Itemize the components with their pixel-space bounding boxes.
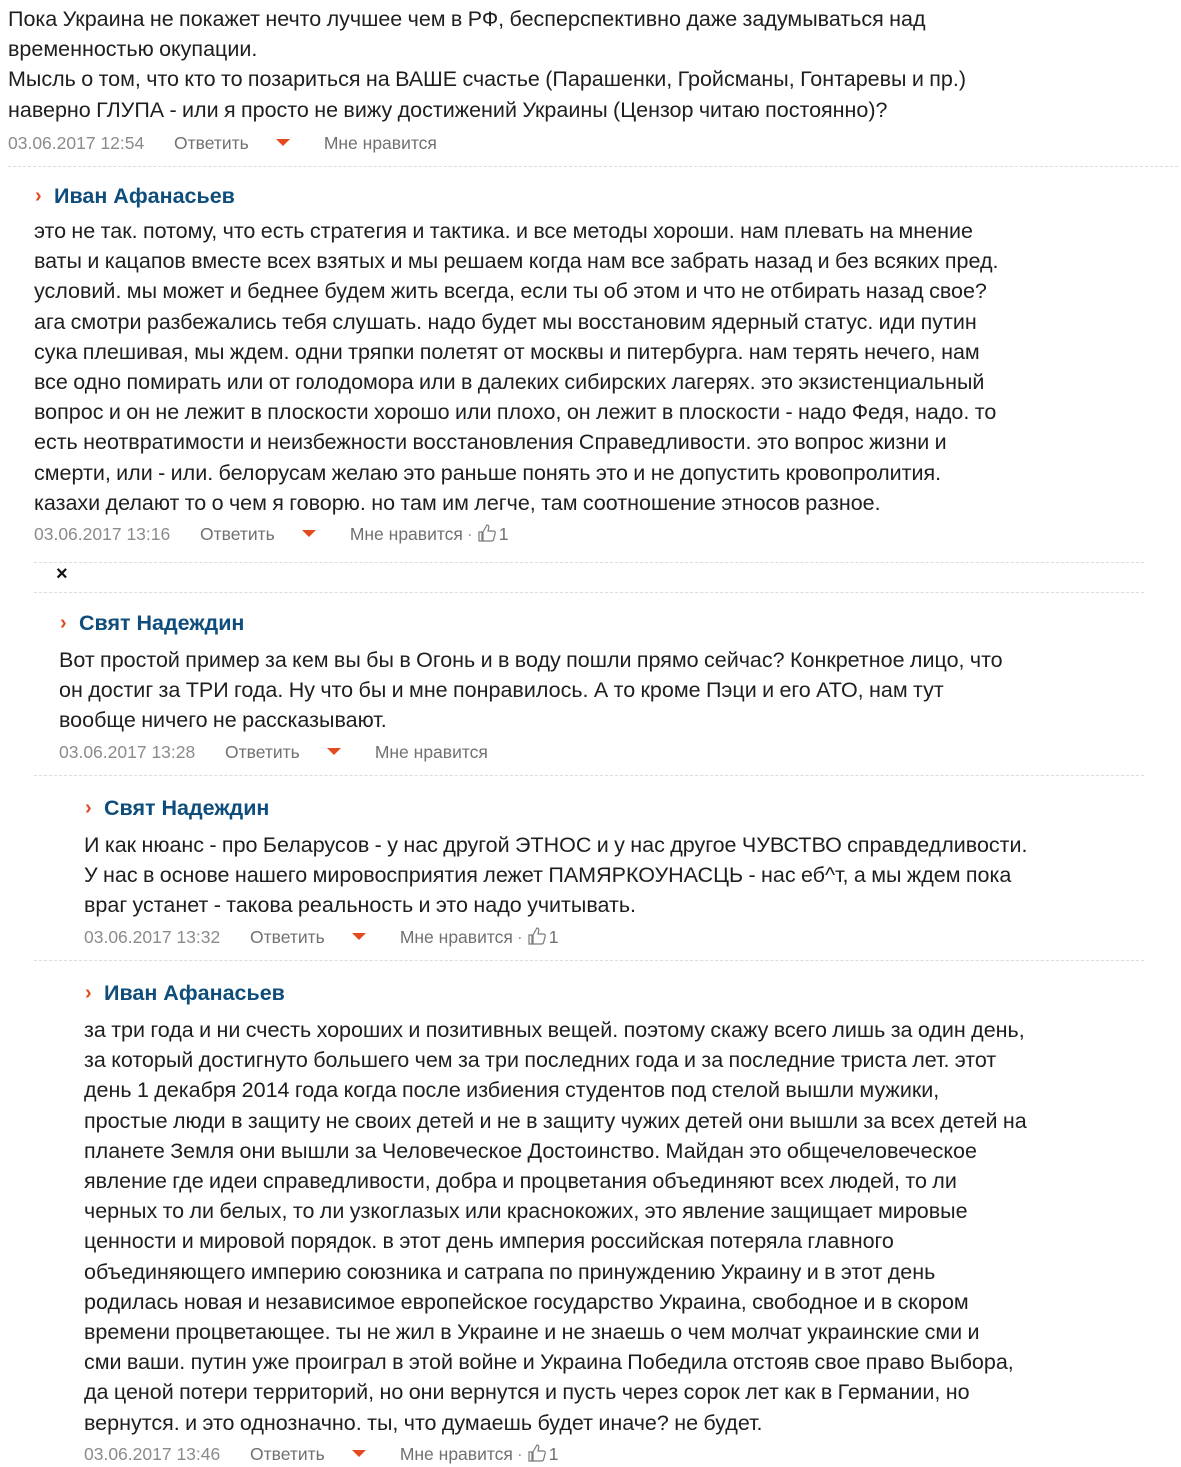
comment-text-line: вернутся. и это однозначно. ты, что думаешь будет иначе? не будет. [84,1410,763,1435]
author-name[interactable]: Свят Надеждин [104,796,270,820]
comment-divider [34,960,1144,961]
comment-text-line: временностью окупации. [8,37,258,62]
comment [84,978,1027,1466]
comment-text-line: И как нюанс - про Беларусов - у нас другой ЭТНОС и у нас другое ЧУВСТВО справдедливости. [84,833,1028,857]
reply-button[interactable]: Ответить [250,1443,325,1464]
comment-date: 03.06.2017 12:54 [8,132,145,153]
comment [34,181,999,546]
like-count: 1 [548,1443,559,1464]
comment [8,4,966,155]
close-icon[interactable]: × [56,563,68,585]
comment-author[interactable] [59,608,1003,638]
caret-down-icon[interactable] [276,139,290,146]
like-button[interactable]: Мне нравится [349,524,463,545]
comment-divider [34,562,1144,563]
comment-text-line: он достиг за ТРИ года. Ну что бы и мне понравилось. А то кроме Пэци и его АТО, нам тут [59,678,944,703]
comment-date: 03.06.2017 13:46 [84,1443,221,1464]
comment-text-line: за три года и ни счесть хороших и позитивных вещей. поэтому скажу всего лишь за один день, [84,1018,1025,1042]
comment-text-line: вообще ничего не рассказывают. [59,708,387,733]
author-name[interactable]: Иван Афанасьев [54,184,235,208]
thumbs-up-icon[interactable] [527,1444,547,1462]
reply-button[interactable]: Ответить [250,926,325,947]
comment-date: 03.06.2017 13:28 [59,741,196,762]
comment-text-line: У нас в основе нашего мировосприятия лежет ПАМЯРКОУНАСЦЬ - нас еб^т, а мы ждем пока [84,863,1012,888]
comment-text-line: все одно помирать или от голодомора или в далеких сибирских лагерях. это экзистенциальный [34,370,985,395]
comment-text-line: родилась новая и независимое европейское государство Украина, свободное и в скором [84,1289,969,1314]
comment-text-line: Вот простой пример за кем вы бы в Огонь и в воду пошли прямо сейчас? Конкретное лицо, что [59,648,1003,672]
comment-text-line: ваты и кацапов вместе всех взятых и мы решаем когда нам все забрать назад и без всяких пред. [34,249,999,274]
comment-text-line: это не так. потому, что есть стратегия и тактика. и все методы хороши. нам плевать на мнение [34,219,973,243]
comment-text-line: ценности и мировой порядок. в этот день империя российская потеряла главного [84,1229,894,1254]
comment-text-line: простые люди в защиту не своих детей и не в защиту чужих детей они вышли за всех детей на [84,1108,1027,1133]
comment-body [84,1015,1027,1438]
comment-meta [34,522,999,546]
comment-text-line: за который достигнуто большего чем за три последних года и за последние триста лет. этот [84,1048,997,1073]
comment-text-line: планете Земля они вышли за Человеческое Достоинство. Майдан это общечеловеческое [84,1138,977,1163]
comment-text-line: объединяющего империю союзника и сатрапа по принуждению Украину и в этот день [84,1259,936,1284]
comment [59,608,1003,764]
comment-body [84,830,1028,921]
like-button[interactable]: Мне нравится [374,741,488,762]
reply-button[interactable]: Ответить [200,524,275,545]
comment-body [34,216,999,518]
caret-down-icon[interactable] [352,1450,366,1457]
separator-dot: · [516,1443,523,1464]
comment-divider [34,592,1144,593]
comment-text-line: враг устанет - такова реальность и это надо учитывать. [84,893,637,918]
like-count: 1 [498,524,509,545]
like-button[interactable]: Мне нравится [323,132,437,153]
separator-dot: · [516,926,523,947]
comment-text-line: сми ваши. путин уже проиграл в этой войне и Украина Победила отстояв свое право Выбора, [84,1350,1014,1375]
comment-text-line: сука плешивая, мы ждем. одни тряпки полетят от москвы и питербурга. нам терять нечего, нам [34,339,980,364]
comment-meta [59,740,1003,764]
chevron-right-icon: › [85,797,92,819]
reply-button[interactable]: Ответить [174,132,249,153]
comment-text-line: день 1 декабря 2014 года когда после избиения студентов под стелой вышли мужики, [84,1078,940,1103]
comment-text-line: казахи делают то о чем я говорю. но там им легче, там соотношение этносов разное. [34,490,881,515]
like-button[interactable]: Мне нравится [399,1443,513,1464]
thumbs-up-icon[interactable] [477,524,497,542]
caret-down-icon[interactable] [302,530,316,537]
comment-meta [8,131,966,155]
chevron-right-icon: › [85,982,92,1004]
reply-button[interactable]: Ответить [225,741,300,762]
comment-text-line: условий. мы может и беднее будем жить всегда, если ты об этом и что не отбирать назад свое? [34,279,987,304]
comment-text-line: времени процветающее. ты не жил в Украине и не знаешь о чем молчат украинские сми и [84,1320,980,1345]
comment-body [59,645,1003,736]
comment-meta [84,925,1028,949]
comment-text-line: Мысль о том, что кто то позариться на ВАШЕ счастье (Парашенки, Гройсманы, Гонтаревы и пр.) [8,67,966,92]
comment-meta [84,1442,1027,1466]
author-name[interactable]: Свят Надеждин [79,611,245,635]
comment-date: 03.06.2017 13:16 [34,524,171,545]
comment [84,793,1028,949]
comment-text-line: явление где идеи справедливости, добра и процветания объединяют всех людей, то ли [84,1169,957,1194]
comment-divider [34,775,1144,776]
chevron-right-icon: › [35,185,42,207]
separator-dot: · [466,524,473,545]
thumbs-up-icon[interactable] [527,927,547,945]
comment-divider [8,166,1178,167]
comment-body [8,4,966,125]
comment-text-line: ага смотри разбежались тебя слушать. надо будет мы восстановим ядерный статус. иди путин [34,309,977,334]
chevron-right-icon: › [60,612,67,634]
comment-author[interactable] [84,978,1027,1008]
caret-down-icon[interactable] [327,748,341,755]
comment-author[interactable] [34,181,999,211]
comment-text-line: смерти, или - или. белорусам желаю это раньше понять это и не допустить кровопролития. [34,460,942,485]
like-count: 1 [548,926,559,947]
comment-text-line: вопрос и он не лежит в плоскости хорошо или плохо, он лежит в плоскости - надо Федя, надо. то [34,400,997,425]
like-button[interactable]: Мне нравится [399,926,513,947]
comment-text-line: есть неотвратимости и неизбежности восстановления Справедливости. это вопрос жизни и [34,430,947,455]
comment-date: 03.06.2017 13:32 [84,926,221,947]
comment-text-line: черных то ли белых, то ли узкоглазых или краснокожих, это явление защищает мировые [84,1199,968,1224]
comment-author[interactable] [84,793,1028,823]
author-name[interactable]: Иван Афанасьев [104,981,285,1005]
caret-down-icon[interactable] [352,933,366,940]
comment-text-line: Пока Украина не покажет нечто лучшее чем в РФ, бесперспективно даже задумываться над [8,7,926,31]
comment-text-line: да ценой потери территорий, но они вернутся и пусть через сорок лет как в Германии, но [84,1380,970,1405]
comment-text-line: наверно ГЛУПА - или я просто не вижу достижений Украины (Цензор читаю постоянно)? [8,97,888,122]
